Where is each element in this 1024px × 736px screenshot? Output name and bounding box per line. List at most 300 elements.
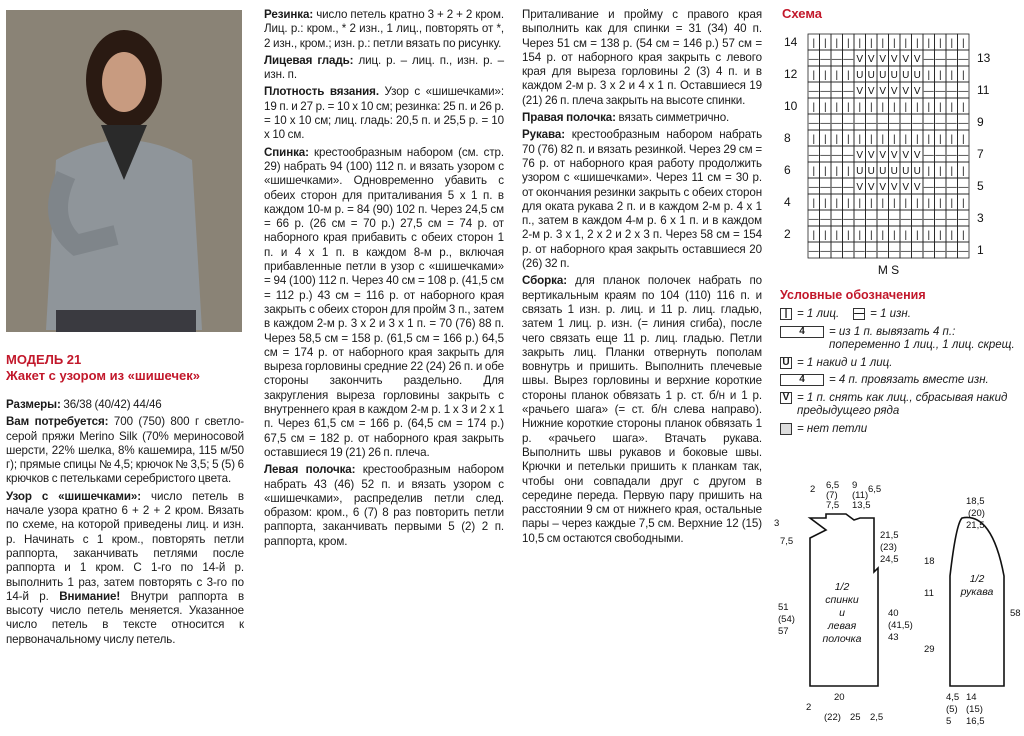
dimension-label: 20: [834, 692, 845, 703]
chart-cell-symbol: V: [902, 54, 910, 65]
chart-cell-symbol: —: [866, 246, 877, 257]
model-photo: [6, 10, 242, 332]
dimension-label: 57: [778, 626, 789, 637]
chart-cell-symbol: |: [892, 102, 896, 113]
chart-cell-symbol: U: [890, 166, 898, 177]
chart-cell-symbol: —: [820, 150, 831, 161]
chart-cell-symbol: |: [846, 134, 850, 145]
legend-item-yo: [780, 357, 1020, 371]
chart-cell-symbol: |: [858, 198, 862, 209]
chart-cell-symbol: |: [835, 134, 839, 145]
chart-cell-symbol: —: [923, 182, 934, 193]
chart-row-number: 4: [784, 195, 791, 209]
chart-cell-symbol: —: [923, 118, 934, 129]
body-piece-label: полочка: [822, 633, 862, 645]
right-front-text: вязать симметрично.: [618, 111, 730, 125]
legend-text: = 1 лиц.: [797, 308, 840, 320]
chart-cell-symbol: |: [835, 230, 839, 241]
chart-cell-symbol: —: [958, 118, 969, 129]
chart-cell-symbol: |: [950, 38, 954, 49]
model-number: МОДЕЛЬ 21: [6, 352, 82, 367]
chart-cell-symbol: |: [881, 198, 885, 209]
chart-cell-symbol: V: [879, 182, 887, 193]
chart-title: Схема: [782, 6, 823, 21]
model-name: Жакет с узором из «шишечек»: [6, 368, 200, 383]
rib-label: Резинка:: [264, 8, 314, 21]
chart-cell-symbol: |: [904, 102, 908, 113]
rib-paragraph: [264, 8, 504, 51]
chart-cell-symbol: |: [950, 70, 954, 81]
assembly-text: для планок полочек набрать по вертикальным краям по 104 (110) 116 п. и связать 1 изн. р. лиц. и 11 р. лиц. гладью, затем 1 лиц. р. изн. (= линия сгиба), после чего связать еще 11 р. лиц. гладью. Петли закрыть лиц. Планки отвернуть пополам вовнутрь и пришить. Выполнить плечевые швы. Вырез горловины и верхние короткие стороны планок обвязать 1 р. ст. б/н и 1 р. «рачьего шага» (= ст. б/н слева направо). Нижние короткие стороны планок обвязать 1 р. «рачьего шага». Втачать рукава. Выполнить швы рукавов и боковые швы. Крючки и петельки пришить к планкам так, чтобы они совпадали друг с другом в середине переда. Первую пару пришить на расстоянии 9 см от нижнего края, остальные пары – через каждые 7,5 см. Верхние 12 (15) 10,5 см остаются свободными.: [522, 274, 762, 545]
chart-cell-symbol: V: [856, 54, 864, 65]
chart-cell-symbol: |: [812, 230, 816, 241]
chart-cell-symbol: |: [835, 70, 839, 81]
sleeve-piece-label: 1/2: [969, 573, 985, 585]
dimension-label: 3: [774, 518, 780, 529]
chart-cell-symbol: —: [935, 150, 946, 161]
chart-cell-symbol: V: [867, 150, 875, 161]
chart-cell-symbol: —: [843, 54, 854, 65]
chart-cell-symbol: —: [831, 118, 842, 129]
chart-cell-symbol: —: [946, 86, 957, 97]
chart-cell-symbol: |: [950, 166, 954, 177]
chart-cell-symbol: V: [856, 182, 864, 193]
chart-cell-symbol: |: [823, 198, 827, 209]
legend-text: = 1 п. снять как лиц., сбрасывая накид предыдущего ряда: [797, 391, 1008, 417]
legend-item-decrease: [780, 374, 1020, 388]
chart-cell-symbol: —: [820, 182, 831, 193]
chart-cell-symbol: |: [950, 230, 954, 241]
sleeve-piece-label: рукава: [960, 586, 994, 598]
chart-row-number: 2: [784, 227, 791, 241]
chart-cell-symbol: |: [938, 166, 942, 177]
chart-cell-symbol: |: [961, 38, 965, 49]
chart-row-number: 14: [784, 35, 798, 49]
chart-cell-symbol: |: [835, 198, 839, 209]
chart-cell-symbol: —: [831, 182, 842, 193]
chart-cell-symbol: —: [935, 86, 946, 97]
chart-cell-symbol: V: [867, 54, 875, 65]
dimension-label: 29: [924, 644, 935, 655]
chart-cell-symbol: —: [854, 246, 865, 257]
chart-row-number: 10: [784, 99, 798, 113]
left-front-label: Левая полочка:: [264, 463, 356, 477]
chart-row-number: 1: [977, 243, 984, 257]
chart-cell-symbol: |: [961, 134, 965, 145]
chart-cell-symbol: —: [912, 246, 923, 257]
chart-cell-symbol: |: [927, 38, 931, 49]
chart-cell-symbol: V: [902, 150, 910, 161]
chart-row-number: 11: [977, 83, 990, 97]
chart-cell-symbol: —: [866, 118, 877, 129]
chart-cell-symbol: |: [892, 38, 896, 49]
chart-cell-symbol: —: [889, 214, 900, 225]
chart-cell-symbol: —: [946, 54, 957, 65]
chart-cell-symbol: —: [854, 118, 865, 129]
chart-cell-symbol: V: [913, 150, 921, 161]
chart-cell-symbol: |: [835, 38, 839, 49]
sleeves-paragraph: [522, 128, 762, 271]
dimension-label: 2: [810, 484, 816, 495]
chart-cell-symbol: |: [846, 70, 850, 81]
chart-cell-symbol: —: [843, 182, 854, 193]
chart-row-number: 12: [784, 67, 798, 81]
dimension-label: (11): [852, 490, 869, 501]
dimension-label: 13,5: [852, 500, 871, 511]
chart-cell-symbol: —: [831, 86, 842, 97]
chart-cell-symbol: |: [915, 230, 919, 241]
chart-cell-symbol: U: [913, 166, 921, 177]
chart-cell-symbol: |: [858, 230, 862, 241]
chart-cell-symbol: |: [869, 134, 873, 145]
chart-cell-symbol: —: [958, 182, 969, 193]
chart-cell-symbol: —: [877, 214, 888, 225]
chart-ms-label: М S: [877, 263, 900, 277]
chart-cell-symbol: U: [856, 70, 864, 81]
stockinette-label: Лицевая гладь:: [264, 53, 354, 67]
dimension-label: (41,5): [888, 620, 913, 631]
chart-cell-symbol: |: [846, 102, 850, 113]
left-front-text: крестообразным набором набрать 43 (46) 52 п. и вязать узором с «шишечками», распределив петли след. образом: кром., 6 (7) 8 раз повторить петли раппорта, заканчивать первыми 5 (2) 2 п. раппорта, кром.: [264, 463, 505, 548]
right-front-label: Правая полочка:: [522, 111, 616, 125]
chart-cell-symbol: |: [812, 134, 816, 145]
legend-item-slip: [780, 392, 1020, 419]
chart-cell-symbol: |: [835, 166, 839, 177]
chart-cell-symbol: —: [946, 150, 957, 161]
chart-cell-symbol: |: [823, 166, 827, 177]
back-paragraph: [264, 146, 504, 461]
right-front-paragraph: [522, 111, 762, 125]
chart-cell-symbol: —: [808, 214, 819, 225]
dimension-label: (5): [946, 704, 958, 715]
attention-text: Внутри раппорта в высоту число петель меняется. Указанное число петель в тексте относится к первоначальному числу петель.: [6, 589, 245, 646]
chart-cell-symbol: |: [938, 198, 942, 209]
chart-cell-symbol: —: [877, 118, 888, 129]
body-piece-label: 1/2: [834, 581, 850, 593]
chart-cell-symbol: —: [831, 54, 842, 65]
chart-cell-symbol: —: [843, 118, 854, 129]
chart-cell-symbol: —: [808, 150, 819, 161]
model-photo-illustration: [6, 10, 242, 332]
chart-cell-symbol: —: [843, 214, 854, 225]
chart-cell-symbol: —: [912, 214, 923, 225]
chart-cell-symbol: |: [823, 102, 827, 113]
legend-text: = нет петли: [797, 422, 868, 435]
chart-row-number: 9: [977, 115, 984, 129]
schematics-svg: [770, 478, 1024, 733]
chart-cell-symbol: —: [923, 214, 934, 225]
chart-cell-symbol: —: [889, 118, 900, 129]
chart-cell-symbol: —: [912, 118, 923, 129]
dimension-label: 7,5: [780, 536, 794, 547]
chart-cell-symbol: V: [867, 86, 875, 97]
chart-cell-symbol: —: [820, 86, 831, 97]
legend-text: = 1 изн.: [870, 308, 911, 320]
chart-cell-symbol: |: [961, 102, 965, 113]
chart-cell-symbol: |: [927, 166, 931, 177]
chart-cell-symbol: |: [823, 38, 827, 49]
sleeve-outline: [950, 517, 1004, 686]
stockinette-paragraph: [264, 54, 504, 83]
instructions-column-1: [6, 398, 244, 650]
gauge-text: Узор с «шишечками»: 19 п. и 27 р. = 10 х 10 см; резинка: 25 п. и 26 р. = 10 х 10 см; лиц. гладь: 20,5 п. и 25,5 р. = 10 х 10 см.: [264, 85, 504, 142]
dimension-label: (54): [778, 614, 795, 625]
chart-cell-symbol: —: [958, 150, 969, 161]
rib-text: число петель кратно 3 + 2 + 2 кром. Лиц. р.: кром., * 2 изн., 1 лиц., повторять от *, 2 изн., кром.; изн. р.: петли вязать по рисунку.: [264, 8, 505, 50]
legend-item-no-stitch: [780, 423, 1020, 437]
back-label: Спинка:: [264, 145, 309, 159]
chart-cell-symbol: |: [846, 166, 850, 177]
legend-text: = 1 накид и 1 лиц.: [797, 356, 893, 369]
chart-cell-symbol: |: [927, 230, 931, 241]
sleeves-label: Рукава:: [522, 128, 566, 142]
materials-text: 700 (750) 800 г светло-серой пряжи Merino Silk (70% мериносовой шерсти, 22% шелка, 8% кашемира, 115 м/50 г); прямые спицы № 4,5; крючок № 3,5; 5 (5) 6 крючков с петельками серебристого цвета.: [6, 415, 244, 486]
sizes-paragraph: [6, 398, 244, 412]
stockinette-text: лиц. р. – лиц. п., изн. р. – изн. п.: [264, 53, 504, 82]
dimension-label: (23): [880, 542, 897, 553]
dimension-label: 21,5: [966, 520, 985, 531]
chart-cell-symbol: |: [938, 230, 942, 241]
chart-cell-symbol: V: [890, 182, 898, 193]
dimension-label: 40: [888, 608, 899, 619]
chart-cell-symbol: —: [877, 246, 888, 257]
chart-cell-symbol: V: [913, 182, 921, 193]
chart-cell-symbol: U: [890, 70, 898, 81]
chart-cell-symbol: |: [950, 134, 954, 145]
chart-cell-symbol: —: [889, 246, 900, 257]
dimension-label: 21,5: [880, 530, 899, 541]
chart-cell-symbol: |: [846, 38, 850, 49]
chart-cell-symbol: —: [935, 54, 946, 65]
legend-item-increase: [780, 326, 1020, 353]
chart-cell-symbol: —: [935, 214, 946, 225]
dimension-label: 2: [806, 702, 812, 713]
body-piece-label: и: [839, 607, 845, 619]
chart-cell-symbol: U: [867, 70, 875, 81]
chart-cell-symbol: |: [892, 134, 896, 145]
pattern-label: Узор с «шишечками»:: [6, 489, 142, 503]
chart-cell-symbol: —: [946, 246, 957, 257]
chart-cell-symbol: V: [879, 54, 887, 65]
back-text: крестообразным набором (см. стр. 29) набрать 94 (100) 112 п. и вязать узором с «шишечками». Одновременно убавить с обеих сторон для приталивания 5 х 1 п. в каждом 10-м р. = 84 (90) 102 п. Через 24,5 см = 66 р. (26 см = 70 р.) 27,5 см = 74 р. от наборного края прибавить с обеих сторон 1 п. и 4 х 1 п. в каждом 8-м р., включая прибавленные петли в узор с «шишечками» = 94 (100) 112 п. Через 40 см = 108 р. (41,5 см = 112 р.) 43 см = 116 р. от наборного края закрыть с обеих сторон для пройм 3 п., затем в каждом 2-м р. 3 х 2 и 3 х 1 п. = 70 (76) 88 п. Через 58,5 см = 158 р. (61,5 см = 166 р.) 64,5 см = 174 р. от наборного края закрыть для выреза горловины средние 22 (24) 26 п. и обе стороны закончить раздельно. Для закругления выреза горловины закрыть с внутреннего края в каждом 2-м р. 1 х 3 и 2 х 1 п. Через 61,5 см = 166 р. (64,5 см = 174 р.) 67,5 см = 182 р. от наборного края закрыть оставшиеся 19 (21) 26 п. плеча.: [264, 145, 504, 459]
instructions-column-3: [522, 8, 762, 549]
chart-cell-symbol: |: [812, 70, 816, 81]
purl-symbol: —: [854, 308, 865, 319]
dimension-label: 43: [888, 632, 899, 643]
chart-cell-symbol: U: [867, 166, 875, 177]
chart-cell-symbol: —: [831, 214, 842, 225]
chart-cell-symbol: |: [915, 198, 919, 209]
chart-cell-symbol: —: [808, 118, 819, 129]
chart-cell-symbol: |: [961, 166, 965, 177]
chart-cell-symbol: —: [935, 246, 946, 257]
chart-cell-symbol: |: [812, 38, 816, 49]
chart-cell-symbol: —: [900, 118, 911, 129]
chart-cell-symbol: —: [820, 118, 831, 129]
chart-cell-symbol: |: [858, 102, 862, 113]
chart-cell-symbol: —: [923, 246, 934, 257]
chart-cell-symbol: |: [869, 38, 873, 49]
body-piece-label: спинки: [825, 594, 859, 606]
chart-cell-symbol: —: [958, 214, 969, 225]
chart-cell-symbol: |: [858, 38, 862, 49]
chart-cell-symbol: |: [823, 134, 827, 145]
chart-grid: [780, 26, 1020, 288]
chart-cell-symbol: |: [938, 102, 942, 113]
chart-cell-symbol: |: [915, 38, 919, 49]
legend-text: = 4 п. провязать вместе изн.: [829, 374, 989, 386]
legend: [780, 288, 1020, 440]
increase-4-symbol: 4: [780, 326, 824, 338]
chart-cell-symbol: V: [902, 182, 910, 193]
chart-cell-symbol: V: [902, 86, 910, 97]
chart-cell-symbol: |: [961, 198, 965, 209]
chart-cell-symbol: —: [808, 182, 819, 193]
legend-title: Условные обозначения: [780, 288, 926, 302]
chart-cell-symbol: V: [879, 86, 887, 97]
sizes-label: Размеры:: [6, 398, 61, 411]
chart-cell-symbol: V: [890, 86, 898, 97]
decrease-4-symbol: 4: [780, 374, 824, 386]
chart-cell-symbol: |: [869, 102, 873, 113]
chart-cell-symbol: |: [846, 198, 850, 209]
chart-cell-symbol: V: [913, 54, 921, 65]
no-stitch-symbol: [780, 423, 792, 435]
dimension-label: 2,5: [870, 712, 884, 723]
chart-cell-symbol: V: [856, 150, 864, 161]
sleeves-text: крестообразным набором набрать 70 (76) 82 п. и вязать резинкой. Через 29 см = 76 р. от наборного края работу продолжить узором с «шишечками». Через 11 см = 30 р. от окончания резинки закрыть с обеих сторон для оката рукава 2 п. и в каждом 2-м р. 4 х 1 п., затем в каждом 4-м р. 6 х 1 п. и в каждом 2-м р. 3 х 1, 2 х 2 и 2 х 3 п. Через 58 см = 154 р. от наборного края закрыть оставшиеся 20 (26) 32 п.: [522, 128, 763, 271]
chart-cell-symbol: |: [915, 102, 919, 113]
chart-cell-symbol: |: [812, 166, 816, 177]
dimension-label: 16,5: [966, 716, 985, 727]
chart-cell-symbol: |: [915, 134, 919, 145]
knit-symbol: |: [780, 308, 792, 320]
chart-cell-symbol: —: [958, 86, 969, 97]
chart-cell-symbol: |: [881, 230, 885, 241]
chart-cell-symbol: |: [950, 198, 954, 209]
chart-cell-symbol: |: [846, 230, 850, 241]
chart-cell-symbol: —: [843, 246, 854, 257]
dimension-label: 14: [966, 692, 977, 703]
assembly-paragraph: [522, 274, 762, 546]
chart-cell-symbol: V: [856, 86, 864, 97]
model-title: [6, 352, 246, 384]
chart-row-number: 6: [784, 163, 791, 177]
chart-cell-symbol: —: [808, 246, 819, 257]
chart-cell-symbol: —: [923, 54, 934, 65]
chart-cell-symbol: |: [892, 198, 896, 209]
dimension-label: 58: [1010, 608, 1021, 619]
chart-cell-symbol: |: [904, 38, 908, 49]
chart-cell-symbol: |: [950, 102, 954, 113]
chart-row-number: 3: [977, 211, 984, 225]
chart-cell-symbol: V: [890, 54, 898, 65]
chart-cell-symbol: V: [879, 150, 887, 161]
dimension-label: 11: [924, 588, 934, 599]
chart-cell-symbol: —: [820, 214, 831, 225]
gauge-label: Плотность вязания.: [264, 85, 379, 99]
gauge-paragraph: [264, 85, 504, 142]
chart-cell-symbol: |: [904, 134, 908, 145]
chart-cell-symbol: |: [904, 230, 908, 241]
body-piece-label: левая: [827, 620, 857, 632]
chart-cell-symbol: |: [812, 198, 816, 209]
dimension-label: 9: [852, 480, 858, 491]
dimension-label: (7): [826, 490, 838, 501]
chart-cell-symbol: —: [923, 86, 934, 97]
chart-cell-symbol: —: [820, 246, 831, 257]
chart-cell-symbol: |: [927, 70, 931, 81]
attention-label: Внимание!: [59, 589, 121, 603]
dimension-label: 5: [946, 716, 952, 727]
dimension-label: 4,5: [946, 692, 960, 703]
chart-cell-symbol: —: [808, 86, 819, 97]
chart-row-number: 7: [977, 147, 984, 161]
chart-cell-symbol: —: [808, 54, 819, 65]
chart-cell-symbol: —: [831, 246, 842, 257]
chart-cell-symbol: |: [938, 38, 942, 49]
chart-cell-symbol: |: [961, 70, 965, 81]
chart-row-number: 5: [977, 179, 984, 193]
chart-cell-symbol: —: [946, 214, 957, 225]
dimension-label: 18,5: [966, 496, 985, 507]
chart-cell-symbol: —: [958, 246, 969, 257]
chart-cell-symbol: |: [812, 102, 816, 113]
chart-cell-symbol: |: [927, 198, 931, 209]
chart-cell-symbol: —: [923, 150, 934, 161]
dimension-label: (22): [824, 712, 841, 723]
dimension-label: (15): [966, 704, 983, 715]
pattern-text: число петель в начале узора кратно 6 + 2 + 2 кром. Вязать по схеме, на которой приведены лиц. и изн. р. Начинать с 1 кром., повторять петли раппорта, заканчивать петлями после раппорта и 1 кром. С 1-го по 14-й р. выполнить 1 раз, затем повторять с 3-го по 14-й р.: [6, 489, 244, 603]
chart-cell-symbol: |: [858, 134, 862, 145]
chart-cell-symbol: —: [900, 246, 911, 257]
chart-cell-symbol: |: [823, 230, 827, 241]
dimension-label: 7,5: [826, 500, 840, 511]
chart-cell-symbol: |: [961, 230, 965, 241]
chart-cell-symbol: |: [881, 38, 885, 49]
legend-item-knit: [780, 308, 1020, 322]
chart-cell-symbol: —: [866, 214, 877, 225]
chart-cell-symbol: —: [900, 214, 911, 225]
chart-cell-symbol: —: [831, 150, 842, 161]
left-front-continuation: Приталивание и пройму с правого края выполнить как для спинки = 31 (34) 40 п. Через 51 см = 138 р. (54 см = 146 р.) 57 см = 154 р. от наборного края закрыть с левого края для выреза горловины 2 (3) 4 п. и в каждом 2-м р. 3 х 2 и 4 х 1 п. Оставшиеся 19 (21) 26 п. плеча закрыть на высоте спинки.: [522, 8, 762, 107]
chart-cell-symbol: V: [867, 182, 875, 193]
chart-cell-symbol: —: [946, 182, 957, 193]
chart-cell-symbol: |: [823, 70, 827, 81]
chart-cell-symbol: —: [820, 54, 831, 65]
dimension-label: 51: [778, 602, 789, 613]
materials-paragraph: [6, 415, 244, 486]
materials-label: Вам потребуется:: [6, 415, 109, 429]
chart-cell-symbol: U: [913, 70, 921, 81]
left-front-paragraph: [264, 463, 504, 549]
chart-cell-symbol: |: [881, 134, 885, 145]
chart-cell-symbol: |: [869, 230, 873, 241]
chart-cell-symbol: |: [835, 102, 839, 113]
chart-cell-symbol: U: [856, 166, 864, 177]
chart-cell-symbol: —: [946, 118, 957, 129]
chart-cell-symbol: U: [879, 166, 887, 177]
chart-cell-symbol: —: [958, 54, 969, 65]
chart-cell-symbol: |: [927, 102, 931, 113]
chart-cell-symbol: V: [890, 150, 898, 161]
chart-cell-symbol: |: [938, 134, 942, 145]
chart-cell-symbol: |: [927, 134, 931, 145]
chart-cell-symbol: |: [869, 198, 873, 209]
chart-row-number: 13: [977, 51, 991, 65]
chart-cell-symbol: —: [935, 118, 946, 129]
pattern-paragraph: [6, 490, 244, 647]
